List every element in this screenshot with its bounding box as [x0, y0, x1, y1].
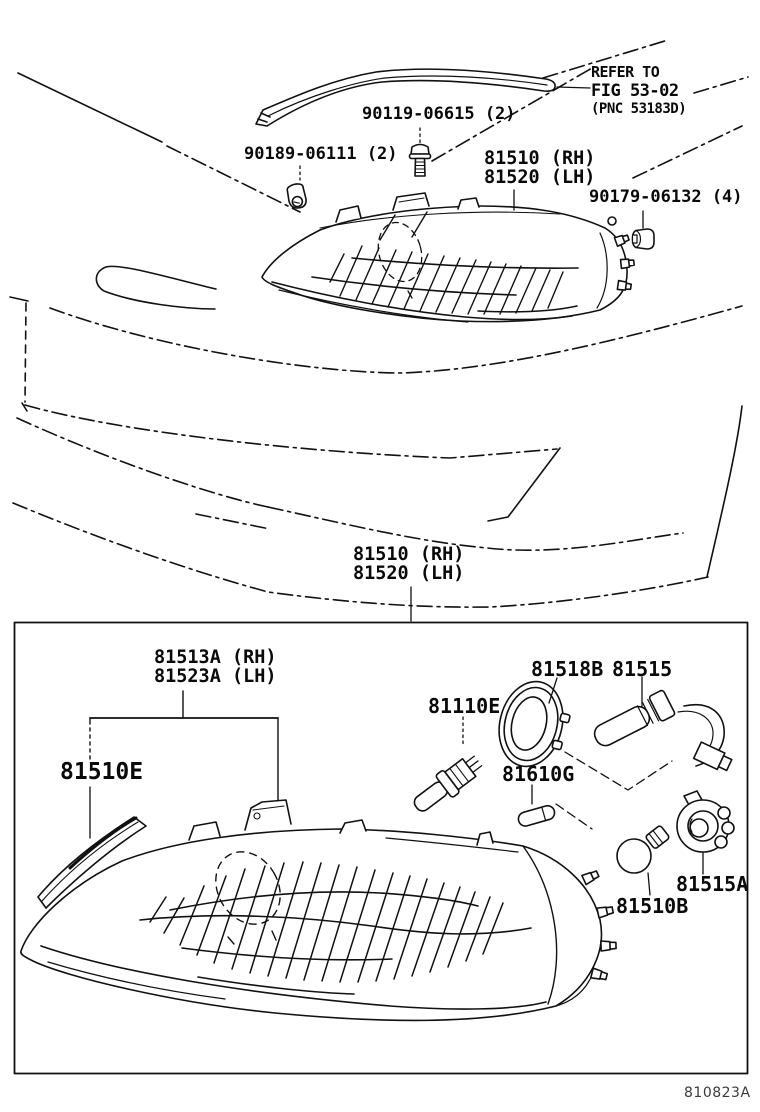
part-label-81523A[interactable]: 81523A (LH) — [154, 666, 277, 687]
figure-code: 810823A — [684, 1085, 751, 1101]
halogen-bulb-part — [408, 750, 486, 819]
part-label-81510-callout[interactable]: 81510 (RH) — [353, 544, 465, 565]
refer-to-line1: REFER TO — [591, 63, 660, 81]
grommet-icon — [285, 182, 307, 210]
part-label-81513A[interactable]: 81513A (RH) — [154, 647, 277, 668]
part-label-90179[interactable]: 90179-06132 (4) — [589, 187, 743, 207]
car-body-sketch — [10, 40, 748, 607]
refer-to-line3: (PNC 53183D) — [591, 101, 687, 117]
part-label-81520-top[interactable]: 81520 (LH) — [484, 167, 596, 188]
part-label-81510E[interactable]: 81510E — [60, 759, 144, 785]
part-label-90119[interactable]: 90119-06615 (2) — [362, 104, 516, 124]
part-label-81110E[interactable]: 81110E — [428, 694, 501, 718]
nut-icon — [633, 229, 655, 249]
part-label-81518B[interactable]: 81518B — [531, 657, 604, 681]
headlamp-assembly-top — [262, 193, 634, 322]
screw-icon — [410, 145, 431, 177]
signal-socket-part — [677, 791, 734, 852]
part-label-90189[interactable]: 90189-06111 (2) — [244, 144, 398, 164]
refer-to-line2: FIG 53-02 — [591, 81, 679, 101]
part-label-81610G[interactable]: 81610G — [502, 762, 575, 786]
part-label-81520-callout[interactable]: 81520 (LH) — [353, 563, 465, 584]
signal-bulb-part — [617, 825, 670, 873]
part-label-81510-top[interactable]: 81510 (RH) — [484, 148, 596, 169]
bulb-socket-wire-part — [590, 690, 733, 774]
refer-to-note[interactable] — [591, 63, 686, 117]
part-label-81510B[interactable]: 81510B — [616, 894, 689, 918]
retaining-ring-part — [491, 675, 577, 775]
part-label-81515[interactable]: 81515 — [612, 657, 673, 681]
wedge-bulb-part — [517, 804, 556, 828]
part-label-81515A[interactable]: 81515A — [676, 872, 749, 896]
